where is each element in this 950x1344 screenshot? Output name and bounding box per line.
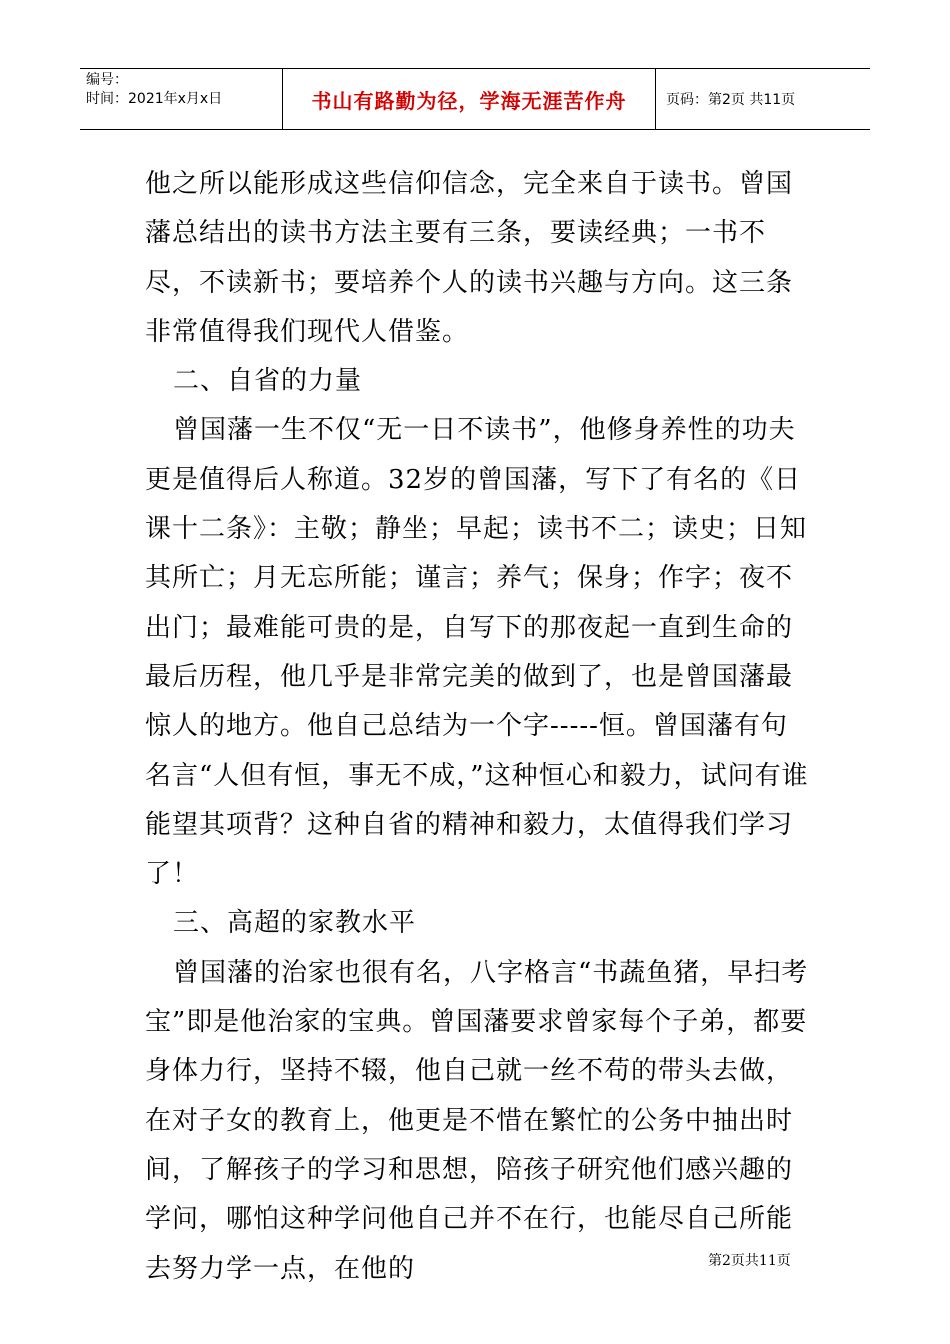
page-header: [80, 68, 870, 130]
section-heading-3: 三、高超的家教水平: [173, 908, 417, 939]
header-meta: [80, 69, 283, 129]
paragraph-2: 曾国藩一生不仅“无一日不读书”，他修身养性的功夫更是值得后人称道。32岁的曾国藩，写下了有名的《日课十二条》：主敬；静坐；早起；读书不二；读史；日知其所亡；月无忘所能；谨言；养气；保身；作字；夜不出门；最难能可贵的是，自写下的那夜起一直到生命的最后历程，他几乎是非常完美的做到了，也是曾国藩最惊人的地方。他自己总结为一个字-----恒。曾国藩有句名言“人但有恒，事无不成，”这种恒心和毅力，试问有谁能望其项背？这种自省的精神和毅力，太值得我们学习了！: [145, 415, 809, 890]
page-footer: 第2页共11页: [708, 1253, 791, 1269]
section-heading-2: 二、自省的力量: [173, 366, 363, 397]
document-date: 时间：2021年x月x日: [86, 91, 223, 107]
header-motto-cell: [283, 69, 656, 129]
document-number: 编号：: [86, 72, 128, 88]
document-body: [145, 160, 811, 1294]
header-motto: 书山有路勤为径，学海无涯苦作舟: [311, 88, 627, 113]
paragraph-1: 他之所以能形成这些信仰信念，完全来自于读书。曾国藩总结出的读书方法主要有三条，要读经典；一书不尽，不读新书；要培养个人的读书兴趣与方向。这三条非常值得我们现代人借鉴。: [145, 169, 794, 347]
header-page-number: 页码：第2页 共11页: [666, 92, 796, 108]
paragraph-3: 曾国藩的治家也很有名，八字格言“书蔬鱼猪，早扫考宝”即是他治家的宝典。曾国藩要求曾家每个子弟，都要身体力行，坚持不辍，他自己就一丝不苟的带头去做，在对子女的教育上，他更是不惜在繁忙的公务中抽出时间，了解孩子的学习和思想，陪孩子研究他们感兴趣的学问，哪怕这种学问他自己并不在行，也能尽自己所能去努力学一点，在他的: [145, 957, 809, 1284]
